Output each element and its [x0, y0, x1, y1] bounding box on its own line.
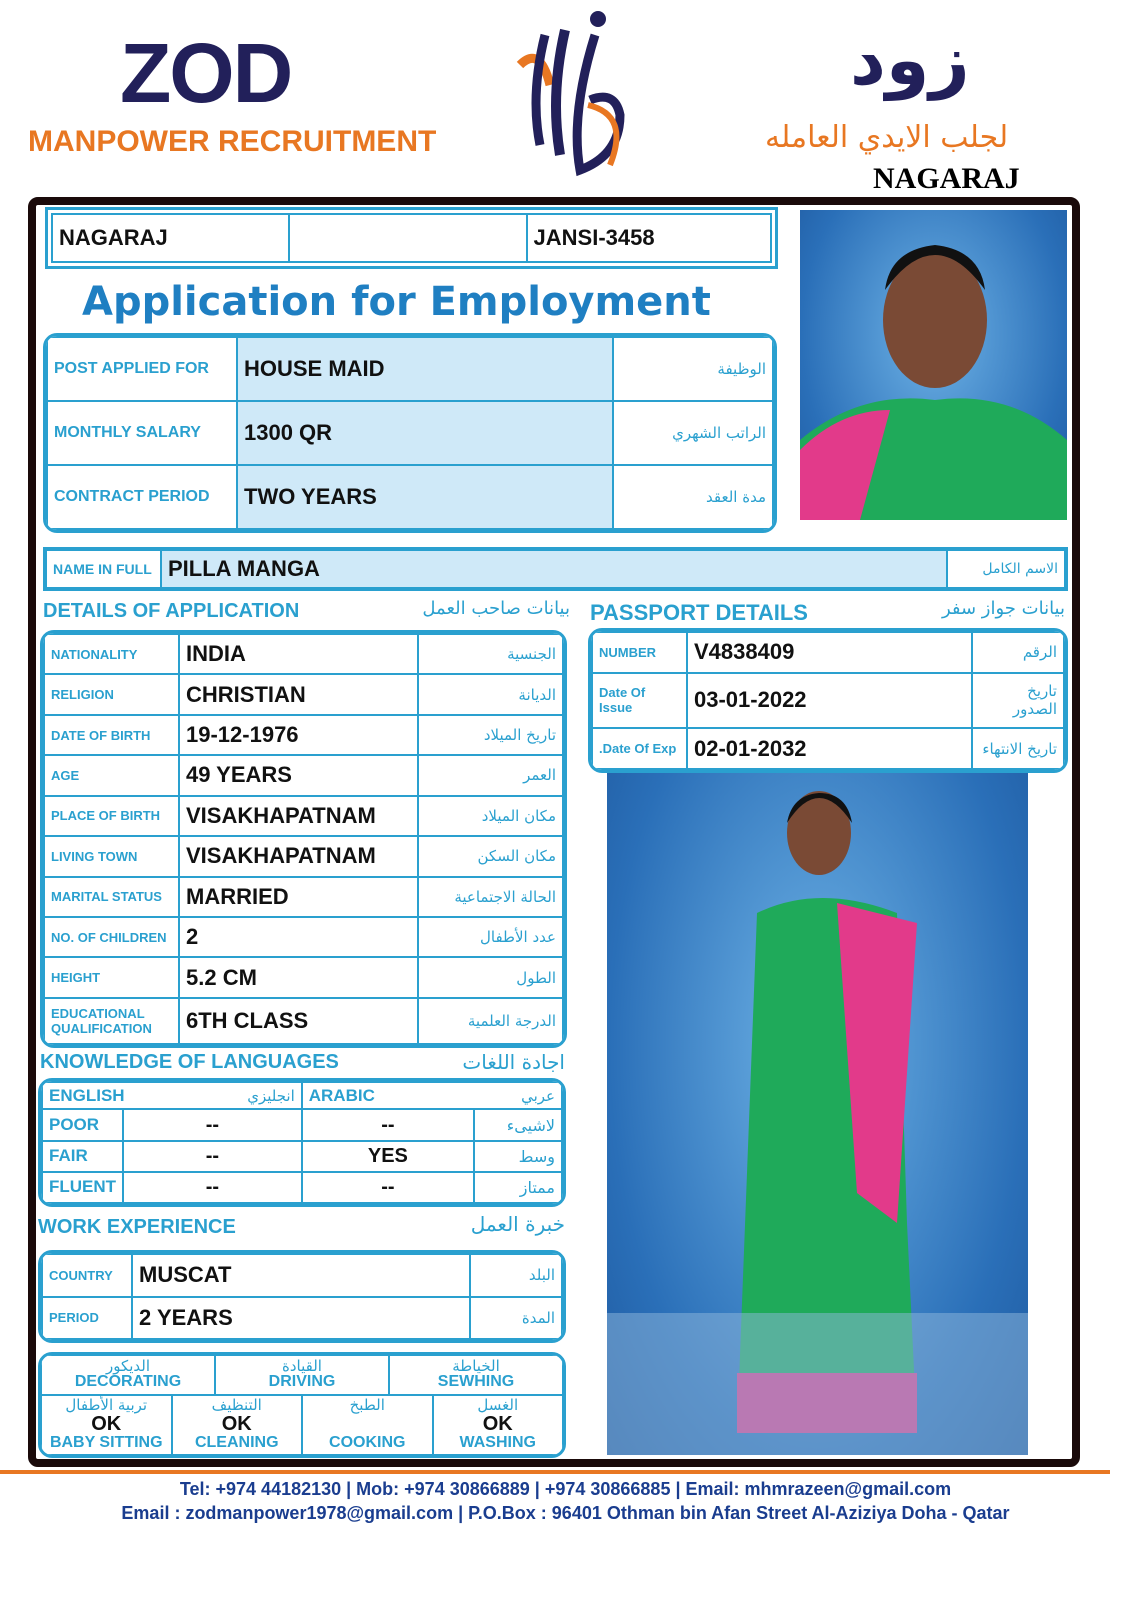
field-label: LIVING TOWN	[44, 836, 179, 876]
field-value: 1300 QR	[237, 401, 613, 465]
level-label-ar: لاشيىء	[474, 1109, 562, 1140]
table-row	[592, 632, 1064, 673]
candidate-caption: NAGARAJ	[873, 162, 1020, 195]
arabic-level: --	[302, 1109, 474, 1140]
field-label-ar: الراتب الشهري	[613, 401, 773, 465]
form-title: Application for Employment	[82, 279, 711, 325]
languages-heading-ar: اجادة اللغات	[462, 1050, 565, 1074]
field-value: 03-01-2022	[687, 673, 972, 728]
english-header-ar: انجليزي	[247, 1086, 295, 1105]
table-row	[42, 1082, 562, 1109]
level-label-ar: وسط	[474, 1141, 562, 1172]
table-row	[47, 337, 773, 401]
full-name-label-ar: الاسم الكامل	[947, 550, 1065, 588]
passport-heading-ar: بيانات جواز سفر	[941, 598, 1065, 619]
skill-label: COOKING	[329, 1433, 406, 1451]
skill-cell	[172, 1395, 303, 1455]
table-row	[42, 1297, 562, 1340]
table-row	[44, 796, 563, 836]
skill-cell	[215, 1355, 389, 1395]
table-row	[592, 673, 1064, 728]
full-name-value: PILLA MANGA	[161, 550, 947, 588]
table-row	[42, 1254, 562, 1297]
brand-logo: ZOD	[120, 26, 292, 120]
skill-label-ar: الخياطة	[452, 1356, 500, 1375]
table-row	[44, 715, 563, 755]
field-label: RELIGION	[44, 674, 179, 714]
table-row	[47, 465, 773, 529]
field-label-ar: تاريخ الانتهاء	[972, 728, 1064, 769]
level-label-ar: ممتاز	[474, 1172, 562, 1203]
skill-label: SEWHING	[437, 1373, 515, 1391]
field-value: INDIA	[179, 634, 418, 674]
details-table	[40, 630, 567, 1048]
skill-cell	[41, 1395, 172, 1455]
full-name-label: NAME IN FULL	[46, 550, 161, 588]
field-label-ar: البلد	[470, 1254, 562, 1297]
skill-label-ar: القيادة	[282, 1356, 322, 1375]
skill-label: WASHING	[459, 1433, 536, 1451]
field-label: PLACE OF BIRTH	[44, 796, 179, 836]
field-label: DATE OF BIRTH	[44, 715, 179, 755]
reference-code: JANSI-3458	[527, 214, 771, 262]
logo-figure-icon	[500, 5, 640, 180]
work-table	[38, 1250, 566, 1343]
field-value: TWO YEARS	[237, 465, 613, 529]
full-length-photo	[607, 773, 1028, 1455]
skill-cell	[41, 1355, 215, 1395]
skills-table	[38, 1352, 566, 1458]
field-label: Date Of Issue	[592, 673, 687, 728]
field-label-ar: الديانة	[418, 674, 563, 714]
field-label: POST APPLIED FOR	[47, 337, 237, 401]
skill-cell	[302, 1395, 433, 1455]
field-label: NUMBER	[592, 632, 687, 673]
field-label: CONTRACT PERIOD	[47, 465, 237, 529]
field-label-ar: الطول	[418, 957, 563, 997]
field-value: 6TH CLASS	[179, 998, 418, 1044]
skill-label-ar: الغسل	[477, 1396, 519, 1415]
details-heading: DETAILS OF APPLICATION	[43, 600, 300, 622]
skill-cell	[433, 1395, 564, 1455]
arabic-tagline: لجلب الايدي العامله	[765, 120, 1009, 155]
field-label: .Date Of Exp	[592, 728, 687, 769]
field-label: AGE	[44, 755, 179, 795]
skill-label: CLEANING	[194, 1433, 279, 1451]
field-label-ar: الجنسية	[418, 634, 563, 674]
brand-tagline: MANPOWER RECRUITMENT	[28, 125, 437, 158]
passport-table	[588, 628, 1068, 773]
skill-label-ar: الديكور	[105, 1356, 151, 1375]
table-row	[44, 998, 563, 1044]
field-label: NO. OF CHILDREN	[44, 917, 179, 957]
field-value: 02-01-2032	[687, 728, 972, 769]
arabic-header-ar: عربي	[521, 1086, 555, 1105]
reference-row	[45, 207, 778, 269]
post-table	[43, 333, 777, 533]
field-label: COUNTRY	[42, 1254, 132, 1297]
table-row	[44, 755, 563, 795]
english-header: ENGLISH	[49, 1085, 125, 1105]
english-level: --	[123, 1109, 302, 1140]
portrait-photo	[797, 207, 1070, 523]
details-heading-ar: بيانات صاحب العمل	[422, 598, 570, 619]
field-label-ar: الدرجة العلمية	[418, 998, 563, 1044]
table-row	[44, 674, 563, 714]
table-row	[42, 1172, 562, 1203]
field-label: PERIOD	[42, 1297, 132, 1340]
level-label: POOR	[42, 1109, 123, 1140]
arabic-level: --	[302, 1172, 474, 1203]
skill-label-ar: تربية الأطفال	[65, 1396, 148, 1415]
footer-contact: Tel: +974 44182130 | Mob: +974 30866889 | +974 30866885 | Email: mhmrazeen@gmail.com	[179, 1479, 952, 1499]
skill-cell	[389, 1355, 563, 1395]
field-label-ar: تاريخ الصدور	[972, 673, 1064, 728]
table-row	[42, 1109, 562, 1140]
arabic-brand: زود	[850, 19, 970, 101]
reference-middle	[289, 214, 526, 262]
table-row	[44, 877, 563, 917]
field-label-ar: العمر	[418, 755, 563, 795]
table-row	[592, 728, 1064, 769]
table-row	[44, 917, 563, 957]
skill-value	[303, 1414, 432, 1435]
languages-heading: KNOWLEDGE OF LANGUAGES	[40, 1051, 339, 1073]
work-heading-ar: خبرة العمل	[470, 1212, 565, 1236]
full-name-row	[43, 547, 1068, 591]
field-value: CHRISTIAN	[179, 674, 418, 714]
english-level: --	[123, 1172, 302, 1203]
agent-name: NAGARAJ	[52, 214, 289, 262]
field-value: MARRIED	[179, 877, 418, 917]
skill-label: DRIVING	[268, 1373, 336, 1391]
field-value: 2 YEARS	[132, 1297, 470, 1340]
field-label: HEIGHT	[44, 957, 179, 997]
field-value: 5.2 CM	[179, 957, 418, 997]
table-row	[44, 957, 563, 997]
arabic-header: ARABIC	[308, 1085, 375, 1105]
skill-label-ar: التنظيف	[211, 1396, 262, 1415]
skill-value: OK	[221, 1412, 252, 1435]
field-label-ar: عدد الأطفال	[418, 917, 563, 957]
passport-heading: PASSPORT DETAILS	[590, 600, 808, 625]
field-value: 19-12-1976	[179, 715, 418, 755]
field-label: MONTHLY SALARY	[47, 401, 237, 465]
arabic-header-cell	[302, 1082, 562, 1109]
footer-address: Email : zodmanpower1978@gmail.com | P.O.Box : 96401 Othman bin Afan Street Al-Aziziya Doha - Qatar	[121, 1503, 1010, 1523]
field-label-ar: الوظيفة	[613, 337, 773, 401]
table-row	[47, 401, 773, 465]
footer-divider	[0, 1470, 1110, 1474]
skill-value: OK	[91, 1412, 122, 1435]
languages-table	[38, 1078, 566, 1207]
field-value: VISAKHAPATNAM	[179, 836, 418, 876]
field-label-ar: مدة العقد	[613, 465, 773, 529]
field-value: MUSCAT	[132, 1254, 470, 1297]
field-value: VISAKHAPATNAM	[179, 796, 418, 836]
field-label-ar: الرقم	[972, 632, 1064, 673]
skill-label: BABY SITTING	[49, 1433, 163, 1451]
level-label: FLUENT	[42, 1172, 123, 1203]
field-label-ar: مكان الميلاد	[418, 796, 563, 836]
field-value: V4838409	[687, 632, 972, 673]
skill-label: DECORATING	[74, 1373, 182, 1391]
arabic-level: YES	[302, 1141, 474, 1172]
field-label: MARITAL STATUS	[44, 877, 179, 917]
field-label: NATIONALITY	[44, 634, 179, 674]
field-label-ar: المدة	[470, 1297, 562, 1340]
field-value: 49 YEARS	[179, 755, 418, 795]
field-value: 2	[179, 917, 418, 957]
work-heading: WORK EXPERIENCE	[38, 1216, 236, 1238]
table-row	[44, 634, 563, 674]
table-row	[42, 1141, 562, 1172]
field-label-ar: مكان السكن	[418, 836, 563, 876]
level-label: FAIR	[42, 1141, 123, 1172]
field-label-ar: تاريخ الميلاد	[418, 715, 563, 755]
field-label-ar: الحالة الاجتماعية	[418, 877, 563, 917]
field-label: EDUCATIONAL QUALIFICATION	[44, 998, 179, 1044]
field-value: HOUSE MAID	[237, 337, 613, 401]
english-header-cell	[42, 1082, 302, 1109]
table-row	[44, 836, 563, 876]
skill-label-ar: الطبخ	[349, 1396, 385, 1415]
skill-value: OK	[482, 1412, 513, 1435]
english-level: --	[123, 1141, 302, 1172]
